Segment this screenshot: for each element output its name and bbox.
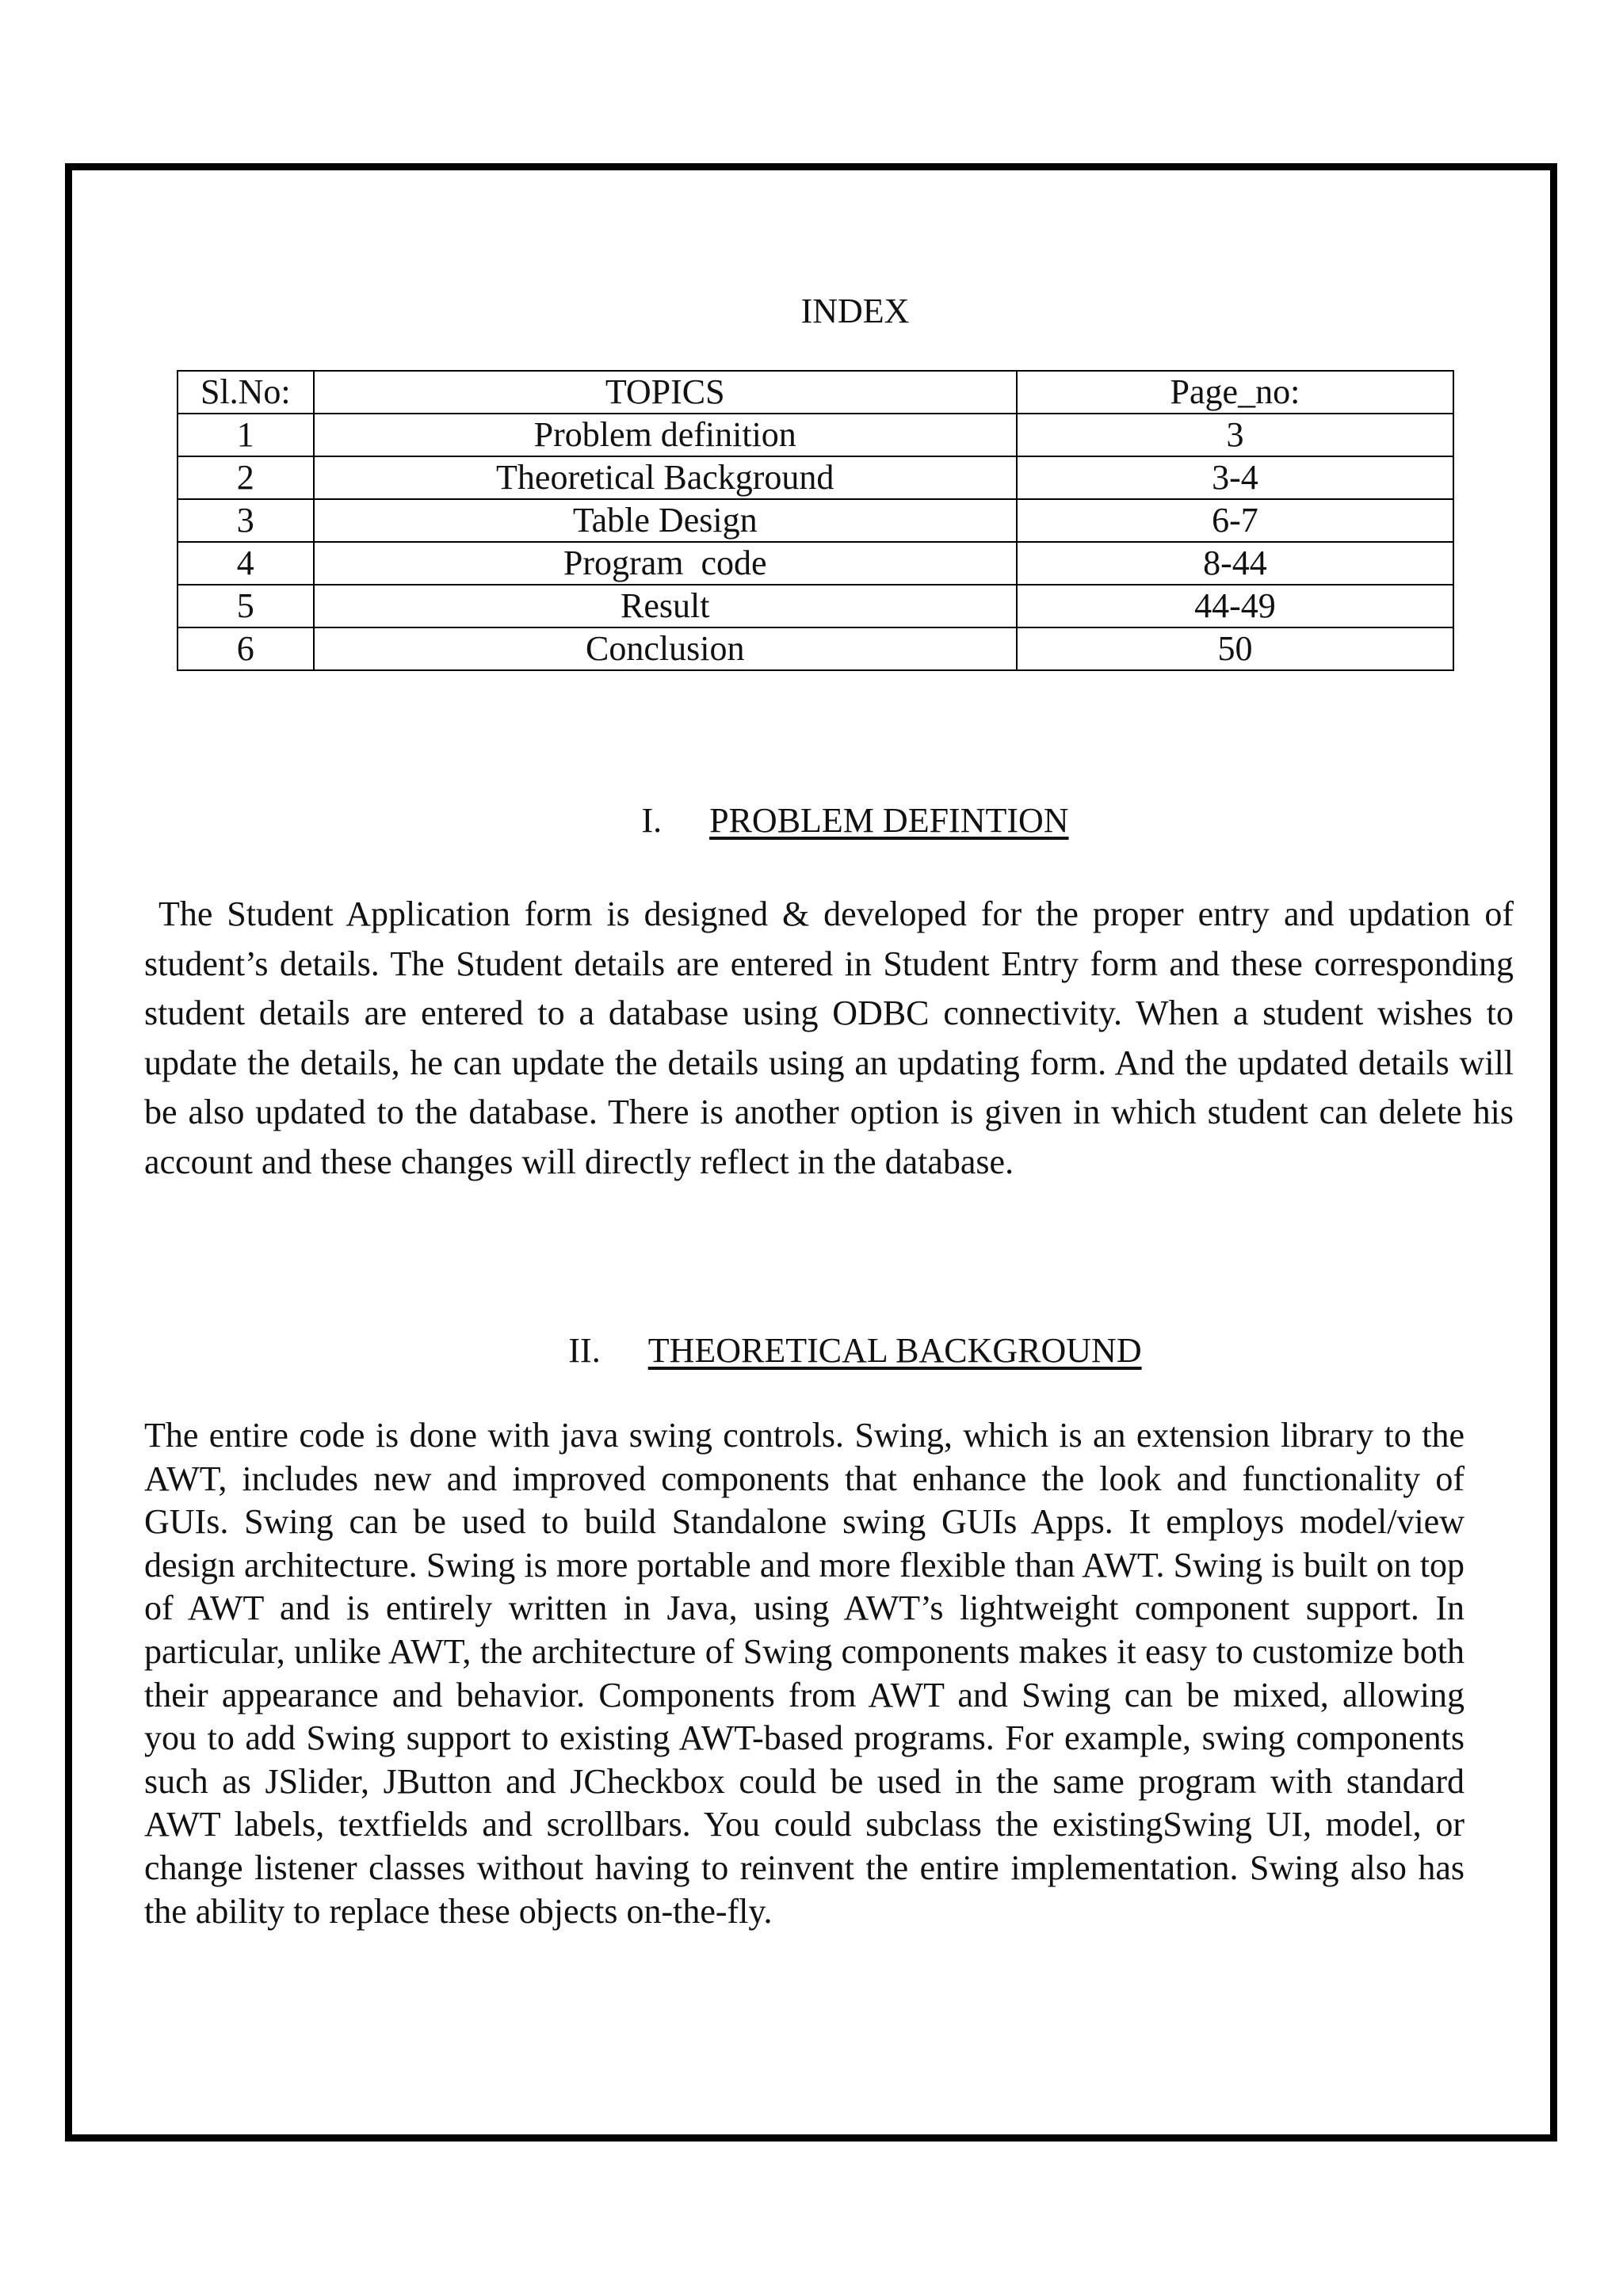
theoretical-background-paragraph: The entire code is done with java swing controls. Swing, which is an extension library to the AWT, includes new and improved components that enhance the look and functionality of GUIs. Swing can be used to build Standalone swing GUIs Apps. It employs model/view design architecture. Swing is more portable and more flexible than AWT. Swing is built on top of AWT and is entirely written in Java, using AWT’s lightweight component support. In particular, unlike AWT, the architecture of Swing components makes it easy to customize both their appearance and behavior. Components from AWT and Swing can be mixed, allowing you to add Swing support to existing AWT-based programs. For example, swing components such as JSlider, JButton and JCheckbox could be used in the same program with standard AWT labels, textfields and scrollbars. You could subclass the existingSwing UI, model, or change listener classes without having to reinvent the entire implementation. Swing also has the ability to replace these objects on-the-fly. (144, 1416, 1465, 1931)
table-header-row (178, 371, 1453, 414)
row-topic: Table Design (314, 499, 1017, 542)
section-title: THEORETICAL BACKGROUND (647, 1331, 1142, 1370)
row-sl-no: 4 (178, 542, 314, 585)
row-sl-no: 2 (178, 456, 314, 499)
row-page-no: 6-7 (1017, 499, 1453, 542)
row-sl-no: 6 (178, 627, 314, 670)
row-topic: Problem definition (314, 414, 1017, 456)
index-table (177, 370, 1454, 671)
row-page-no: 3-4 (1017, 456, 1453, 499)
section-title: PROBLEM DEFINTION (709, 801, 1069, 840)
row-page-no: 8-44 (1017, 542, 1453, 585)
row-topic: Conclusion (314, 627, 1017, 670)
header-page-no: Page_no: (1017, 371, 1453, 414)
row-sl-no: 3 (178, 499, 314, 542)
index-title: INDEX (800, 292, 910, 330)
header-sl-no: Sl.No: (178, 371, 314, 414)
row-topic: Result (314, 585, 1017, 627)
table-row (178, 585, 1453, 627)
row-sl-no: 5 (178, 585, 314, 627)
table-row (178, 542, 1453, 585)
section-heading-theoretical-background (0, 1329, 1623, 1373)
row-topic: Program code (314, 542, 1017, 585)
section-heading-problem-definition (0, 799, 1623, 843)
row-page-no: 44-49 (1017, 585, 1453, 627)
table-row (178, 627, 1453, 670)
section-number: I. (641, 801, 663, 840)
table-row (178, 499, 1453, 542)
row-page-no: 3 (1017, 414, 1453, 456)
table-row (178, 456, 1453, 499)
row-sl-no: 1 (178, 414, 314, 456)
problem-definition-paragraph: The Student Application form is designed & developed for the proper entry and updation of student’s details. The Student details are entered in Student Entry form and these corresponding student details are entered to a database using ODBC connectivity. When a student wishes to update the details, he can update the details using an updating form. And the updated details will be also updated to the database. There is another option is given in which student can delete his account and these changes will directly reflect in the database. (144, 894, 1522, 1181)
table-row (178, 414, 1453, 456)
row-page-no: 50 (1017, 627, 1453, 670)
row-topic: Theoretical Background (314, 456, 1017, 499)
header-topics: TOPICS (314, 371, 1017, 414)
section-number: II. (568, 1331, 601, 1370)
